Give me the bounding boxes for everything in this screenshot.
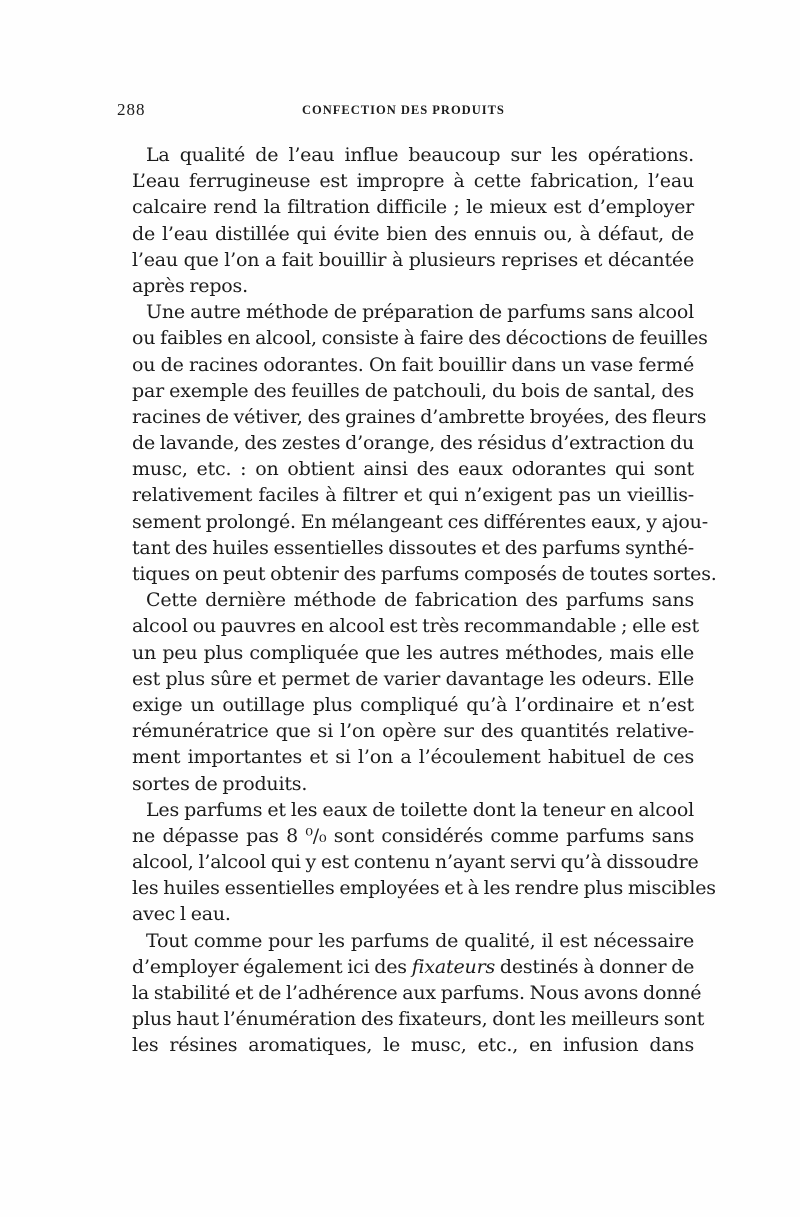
text-line: tant des huiles essentielles dissoutes et des parfums synthé- <box>132 536 695 559</box>
text-line: L’eau ferrugineuse est impropre à cette fabrication, l’eau <box>132 170 694 193</box>
running-title: CONFECTION DES PRODUITS <box>302 103 505 117</box>
text-line: relativement faciles à filtrer et qui n’exigent pas un vieillis- <box>132 484 694 507</box>
text-line: racines de vétiver, des graines d’ambrette broyées, des fleurs <box>132 405 707 428</box>
text-line: un peu plus compliquée que les autres méthodes, mais elle <box>132 641 694 664</box>
text-line: sortes de produits. <box>132 772 308 795</box>
text-line: Tout comme pour les parfums de qualité, il est nécessaire <box>146 929 694 952</box>
text-line: par exemple des feuilles de patchouli, du bois de santal, des <box>132 379 694 402</box>
text-line: alcool ou pauvres en alcool est très recommandable ; elle est <box>132 615 699 638</box>
text-line: musc, etc. : on obtient ainsi des eaux odorantes qui sont <box>132 458 694 481</box>
text-line: rémunératrice que si l’on opère sur des quantités relative- <box>132 720 694 743</box>
text-line-with-italic <box>132 954 694 980</box>
text-line: Une autre méthode de préparation de parfums sans alcool <box>146 301 694 324</box>
body-text <box>132 142 717 1059</box>
text-run: destinés à donner de <box>495 955 695 978</box>
text-line: après repos. <box>132 274 248 297</box>
running-head <box>117 100 697 120</box>
text-line: les résines aromatiques, le musc, etc., en infusion dans <box>132 1034 694 1057</box>
text-line: de lavande, des zestes d’orange, des résidus d’extraction du <box>132 432 694 455</box>
text-line: les huiles essentielles employées et à les rendre plus miscibles <box>132 877 716 900</box>
text-line: ou de racines odorantes. On fait bouillir dans un vase fermé <box>132 353 694 376</box>
paragraph-5 <box>132 928 705 1059</box>
text-line: est plus sûre et permet de varier davantage les odeurs. Elle <box>132 667 694 690</box>
text-line: Les parfums et les eaux de toilette dont la teneur en alcool <box>146 798 694 821</box>
text-line: tiques on peut obtenir des parfums composés de toutes sortes. <box>132 563 717 585</box>
text-line: ou faibles en alcool, consiste à faire des décoctions de feuilles <box>132 327 708 350</box>
paragraph-2 <box>132 299 717 587</box>
text-line: la stabilité et de l’adhérence aux parfums. Nous avons donné <box>132 982 702 1004</box>
text-line: alcool, l’alcool qui y est contenu n’ayant servi qu’à dissoudre <box>132 851 699 874</box>
text-line: avec l eau. <box>132 903 231 926</box>
text-run: d’employer également ici des <box>132 955 412 978</box>
text-line: La qualité de l’eau influe beaucoup sur les opérations. <box>146 144 694 166</box>
text-line: de l’eau distillée qui évite bien des ennuis ou, à défaut, de <box>132 222 694 245</box>
paragraph-4 <box>132 797 716 928</box>
text-line: Cette dernière méthode de fabrication des parfums sans <box>146 589 694 612</box>
text-line: plus haut l’énumération des fixateurs, dont les meilleurs sont <box>132 1008 705 1031</box>
text-line: sement prolongé. En mélangeant ces différentes eaux, y ajou- <box>132 510 708 533</box>
text-line: calcaire rend la filtration difficile ; le mieux est d’employer <box>132 196 694 219</box>
paragraph-1 <box>132 142 694 299</box>
text-line: exige un outillage plus compliqué qu’à l’ordinaire et n’est <box>132 693 694 716</box>
text-line: l’eau que l’on a fait bouillir à plusieurs reprises et décantée <box>132 248 694 271</box>
text-line: ne dépasse pas 8 ⁰/₀ sont considérés comme parfums sans <box>132 824 694 847</box>
paragraph-3 <box>132 587 699 797</box>
page-number: 288 <box>117 100 146 119</box>
text-line: ment importantes et si l’on a l’écoulement habituel de ces <box>132 746 694 769</box>
italic-term: fixateurs <box>411 955 496 978</box>
